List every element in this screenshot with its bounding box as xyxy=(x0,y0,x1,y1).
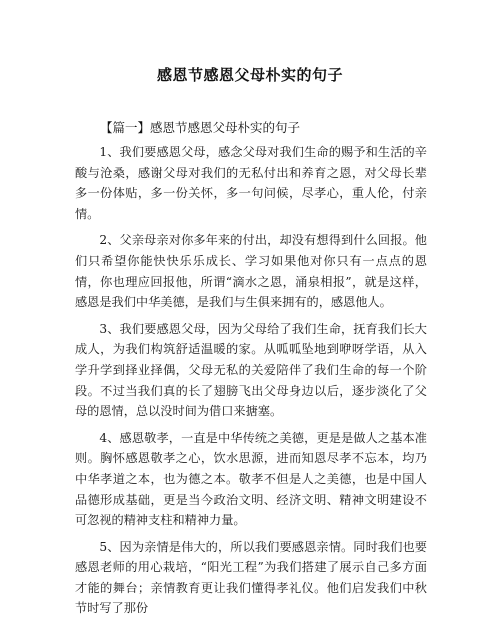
paragraph-1: 1、我们要感恩父母，感念父母对我们生命的赐予和生活的辛酸与沧桑，感谢父母对我们的无私付出和养育之恩，对父母长辈多一份体贴，多一份关怀，多一句问候，尽孝心，重人伦，付亲情。 xyxy=(75,145,427,221)
paragraph-4: 4、感恩敬孝，一直是中华传统之美德，更是是做人之基本准则。胸怀感恩敬孝之心，饮水思源，进而知恩尽孝不忘本，均乃中华孝道之本，也为德之本。敬孝不但是人之美德，也是中国人品德形成基础，更是当今政治文明、经济文明、精神文明建设不可忽视的精神支柱和精神力量。 xyxy=(75,430,427,528)
paragraph-2: 2、父亲母亲对你多年来的付出，却没有想得到什么回报。他们只希望你能快快乐乐成长、学习如果他对你只有一点点的恩情，你也理应回报他，所谓“滴水之恩，涌泉相报”，就是这样，感恩是我们中华美德，是我们与生俱来拥有的，感恩他人。 xyxy=(75,233,427,310)
paragraph-5: 5、因为亲情是伟大的，所以我们要感恩亲情。同时我们也要感恩老师的用心栽培，“阳光工程”为我们搭建了展示自己多方面才能的舞台；亲情教育更让我们懂得孝礼仪。他们启发我们中秋节时写了那份 xyxy=(75,539,427,616)
paragraph-3: 3、我们要感恩父母，因为父母给了我们生命，抚育我们长大成人，为我们构筑舒适温暖的家。从呱呱坠地到咿呀学语，从入学升学到择业择偶，父母无私的关爱陪伴了我们生命的每一个阶段。不过当我们真的长了翅膀飞出父母身边以后，逐步淡化了父母的恩情，总以没时间为借口来搪塞。 xyxy=(75,321,427,419)
document-title: 感恩节感恩父母朴实的句子 xyxy=(156,66,343,84)
document-body xyxy=(75,142,427,625)
section-heading: 【篇一】感恩节感恩父母朴实的句子 xyxy=(100,120,301,135)
